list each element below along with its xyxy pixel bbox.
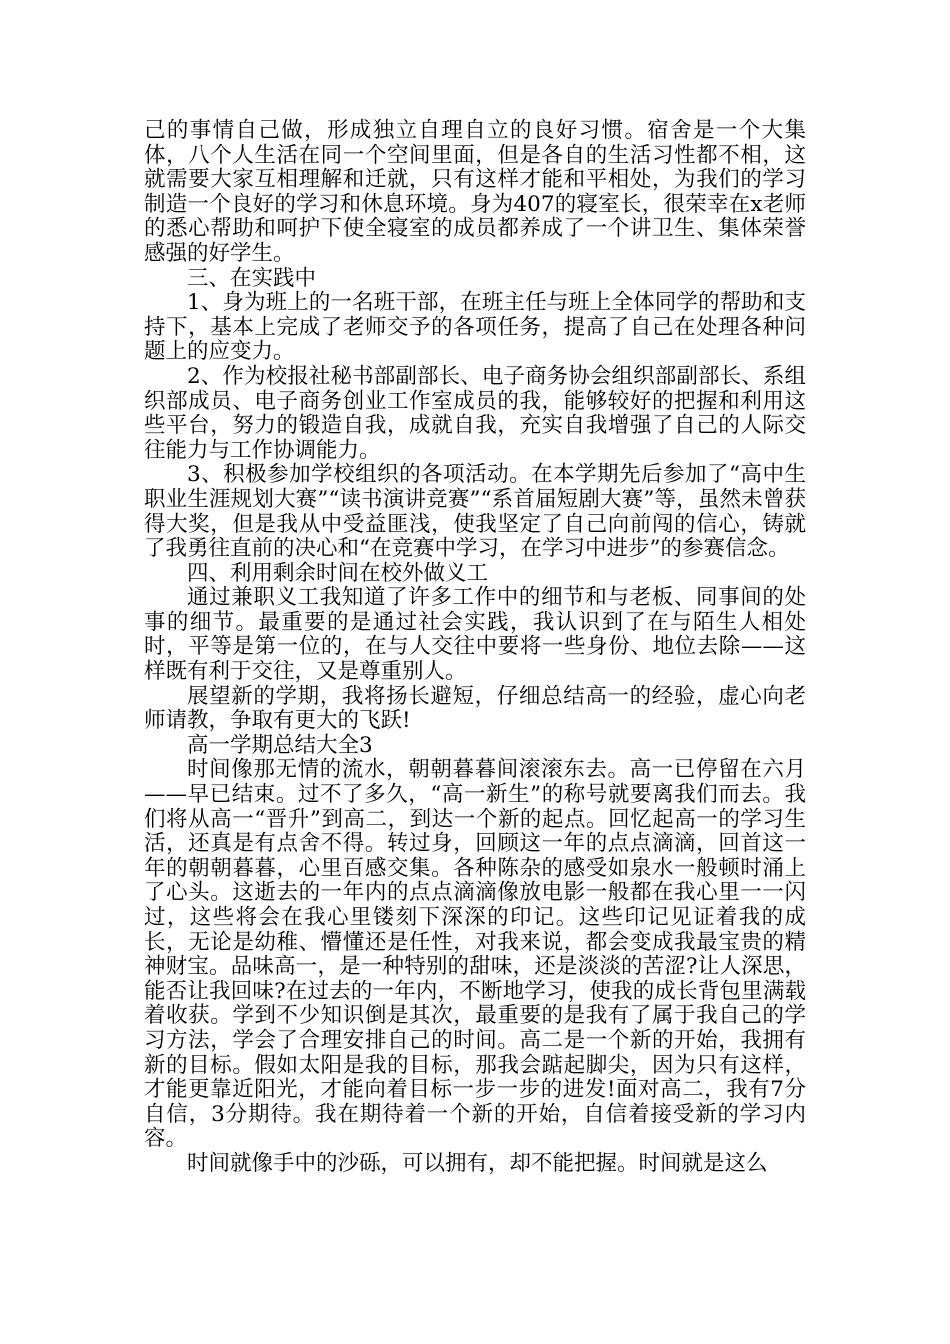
paragraph-activities: 3、积极参加学校组织的各项活动。在本学期先后参加了“高中生职业生涯规划大赛”“读书演讲竞赛”“系首届短剧大赛”等，虽然未曾获得大奖，但是我从中受益匪浅，使我坚定了自己向前闯的信心，铸就了我勇往直前的决心和“在竞赛中学习，在学习中进步”的参赛信念。	[144, 462, 806, 562]
section-heading-practice: 三、在实践中	[187, 265, 317, 291]
document-page	[144, 119, 806, 1177]
paragraph-volunteer: 通过兼职义工我知道了许多工作中的细节和与老板、同事间的处事的细节。最重要的是通过社会实践，我认识到了在与陌生人相处时，平等是第一位的，在与人交往中要将一些身份、地位去除——这样既有利于交往，又是尊重别人。	[144, 585, 806, 685]
article-title: 高一学期总结大全3	[187, 732, 373, 758]
section-heading-volunteer: 四、利用剩余时间在校外做义工	[187, 560, 489, 586]
paragraph-class-cadre: 1、身为班上的一名班干部，在班主任与班上全体同学的帮助和支持下，基本上完成了老师交予的各项任务，提高了自己在处理各种问题上的应变力。	[144, 290, 806, 365]
paragraph-dormitory: 己的事情自己做，形成独立自理自立的良好习惯。宿舍是一个大集体，八个人生活在同一个空间里面，但是各自的生活习性都不相，这就需要大家互相理解和迁就，只有这样才能和平相处，为我们的学习制造一个良好的学习和休息环境。身为407的寝室长，很荣幸在x老师的悉心帮助和呵护下使全寝室的成员都养成了一个讲卫生、集体荣誉感强的好学生。	[144, 118, 806, 266]
paragraph-outlook: 展望新的学期，我将扬长避短，仔细总结高一的经验，虚心向老师请教，争取有更大的飞跃!	[144, 683, 806, 734]
paragraph-school-roles: 2、作为校报社秘书部副部长、电子商务协会组织部副部长、系组织部成员、电子商务创业工作室成员的我，能够较好的把握和利用这些平台，努力的锻造自我，成就自我，充实自我增强了自己的人际交往能力与工作协调能力。	[144, 363, 806, 463]
paragraph-time-flows: 时间像那无情的流水，朝朝暮暮间滚滚东去。高一已停留在六月——早已结束。过不了多久，“高一新生”的称号就要离我们而去。我们将从高一“晋升”到高二，到达一个新的起点。回忆起高一的学习生活，还真是有点舍不得。转过身，回顾这一年的点点滴滴，回首这一年的朝朝暮暮，心里百感交集。各种陈杂的感受如泉水一般顿时涌上了心头。这逝去的一年内的点点滴滴像放电影一般都在我心里一一闪过，这些将会在我心里镂刻下深深的印记。这些印记见证着我的成长，无论是幼稚、懵懂还是任性，对我来说，都会变成我最宝贵的精神财宝。品味高一，是一种特别的甜味，还是淡淡的苦涩?让人深思，能否让我回味?在过去的一年内，不断地学习，使我的成长背包里满载着收获。学到不少知识倒是其次，最重要的是我有了属于我自己的学习方法，学会了合理安排自己的时间。高二是一个新的开始，我拥有新的目标。假如太阳是我的目标，那我会踮起脚尖，因为只有这样，才能更靠近阳光，才能向着目标一步一步的进发!面对高二，我有7分自信，3分期待。我在期待着一个新的开始，自信着接受新的学习内容。	[144, 757, 806, 1152]
paragraph-time-sand: 时间就像手中的沙砾，可以拥有，却不能把握。时间就是这么	[187, 1150, 768, 1176]
